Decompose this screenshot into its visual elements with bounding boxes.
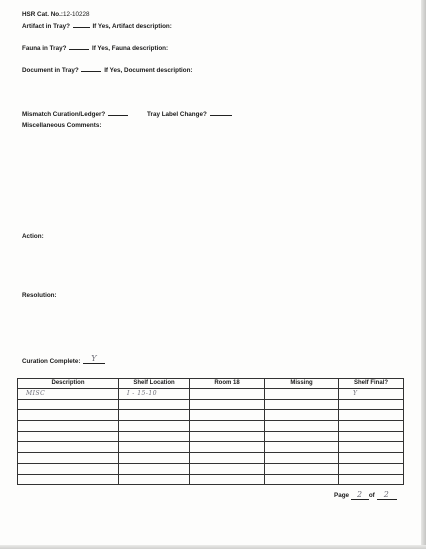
cell-description[interactable] [18,421,119,432]
cell-shelf-final[interactable] [339,474,404,485]
page-count-line [334,490,397,500]
cell-shelf-location[interactable] [119,399,190,410]
cell-shelf-final[interactable]: Y [339,389,404,400]
page-number-value[interactable]: 2 [351,490,369,500]
column-header-missing: Missing [265,379,339,389]
fauna-line [22,43,168,53]
cell-description[interactable]: MISC [18,389,119,400]
document-answer-blank[interactable] [81,65,101,72]
cell-missing[interactable] [265,453,339,464]
action-label: Action: [22,233,44,240]
catalog-number-label: HSR Cat. No.: [22,11,63,18]
curation-complete-value[interactable]: Y [83,354,105,364]
cell-missing[interactable] [265,399,339,410]
cell-description[interactable] [18,463,119,474]
cell-description[interactable] [18,410,119,421]
table-row [18,463,404,474]
artifact-line [22,21,172,31]
column-header-description: Description [18,379,119,389]
cell-shelf-final[interactable] [339,442,404,453]
column-header-shelf-location: Shelf Location [119,379,190,389]
table-header-row [18,379,404,389]
cell-missing[interactable] [265,442,339,453]
mismatch-line [22,109,129,119]
catalog-number-line [22,11,90,19]
tray-label-change-label: Tray Label Change? [147,111,207,118]
curation-complete-line [22,356,105,366]
cell-room-18[interactable] [190,431,265,442]
cell-missing[interactable] [265,431,339,442]
table-row [18,421,404,432]
cell-shelf-final[interactable] [339,431,404,442]
mismatch-answer-blank[interactable] [108,109,128,116]
cell-description[interactable] [18,474,119,485]
cell-room-18[interactable] [190,399,265,410]
catalog-number-value: 12-10228 [62,11,90,18]
cell-description[interactable] [18,442,119,453]
table-row [18,389,404,400]
cell-shelf-final[interactable] [339,410,404,421]
table-row [18,410,404,421]
cell-room-18[interactable] [190,442,265,453]
artifact-description-label: If Yes, Artifact description: [92,23,172,30]
cell-missing[interactable] [265,389,339,400]
cell-room-18[interactable] [190,421,265,432]
document-question: Document in Tray? [22,67,79,74]
artifact-answer-blank[interactable] [73,21,90,28]
column-header-room-18: Room 18 [190,379,265,389]
cell-room-18[interactable] [190,389,265,400]
cell-shelf-location[interactable]: I - 15-10 [119,389,190,400]
table-row [18,431,404,442]
table-row [18,442,404,453]
cell-shelf-final[interactable] [339,453,404,464]
table-row [18,453,404,464]
cell-description[interactable] [18,431,119,442]
cell-missing[interactable] [265,421,339,432]
cell-room-18[interactable] [190,453,265,464]
resolution-label: Resolution: [22,292,57,299]
tray-label-line [147,109,233,119]
tray-table [17,378,404,485]
fauna-question: Fauna in Tray? [22,45,67,52]
document-description-label: If Yes, Document description: [104,67,193,74]
cell-shelf-location[interactable] [119,463,190,474]
of-label: of [368,492,375,499]
cell-shelf-final[interactable] [339,421,404,432]
table-row [18,474,404,485]
cell-missing[interactable] [265,410,339,421]
cell-missing[interactable] [265,463,339,474]
misc-comments-label: Miscellaneous Comments: [22,122,102,129]
cell-description[interactable] [18,399,119,410]
cell-shelf-location[interactable] [119,421,190,432]
page-total-value[interactable]: 2 [377,490,397,500]
cell-shelf-location[interactable] [119,431,190,442]
column-header-shelf-final: Shelf Final? [339,379,404,389]
page-label: Page [334,492,350,499]
cell-description[interactable] [18,453,119,464]
artifact-question: Artifact in Tray? [22,23,70,30]
cell-room-18[interactable] [190,474,265,485]
scan-edge-right [421,0,426,549]
cell-room-18[interactable] [190,410,265,421]
cell-missing[interactable] [265,474,339,485]
cell-shelf-location[interactable] [119,442,190,453]
cell-shelf-location[interactable] [119,453,190,464]
curation-complete-label: Curation Complete: [22,358,81,365]
cell-shelf-location[interactable] [119,410,190,421]
table-row [18,399,404,410]
cell-shelf-location[interactable] [119,474,190,485]
fauna-description-label: If Yes, Fauna description: [91,45,169,52]
document-line [22,65,193,75]
cell-shelf-final[interactable] [339,463,404,474]
mismatch-label: Mismatch Curation/Ledger? [22,111,106,118]
cell-shelf-final[interactable] [339,399,404,410]
cell-room-18[interactable] [190,463,265,474]
tray-label-answer-blank[interactable] [210,109,232,116]
scan-edge-bottom [0,545,426,549]
fauna-answer-blank[interactable] [69,43,89,50]
